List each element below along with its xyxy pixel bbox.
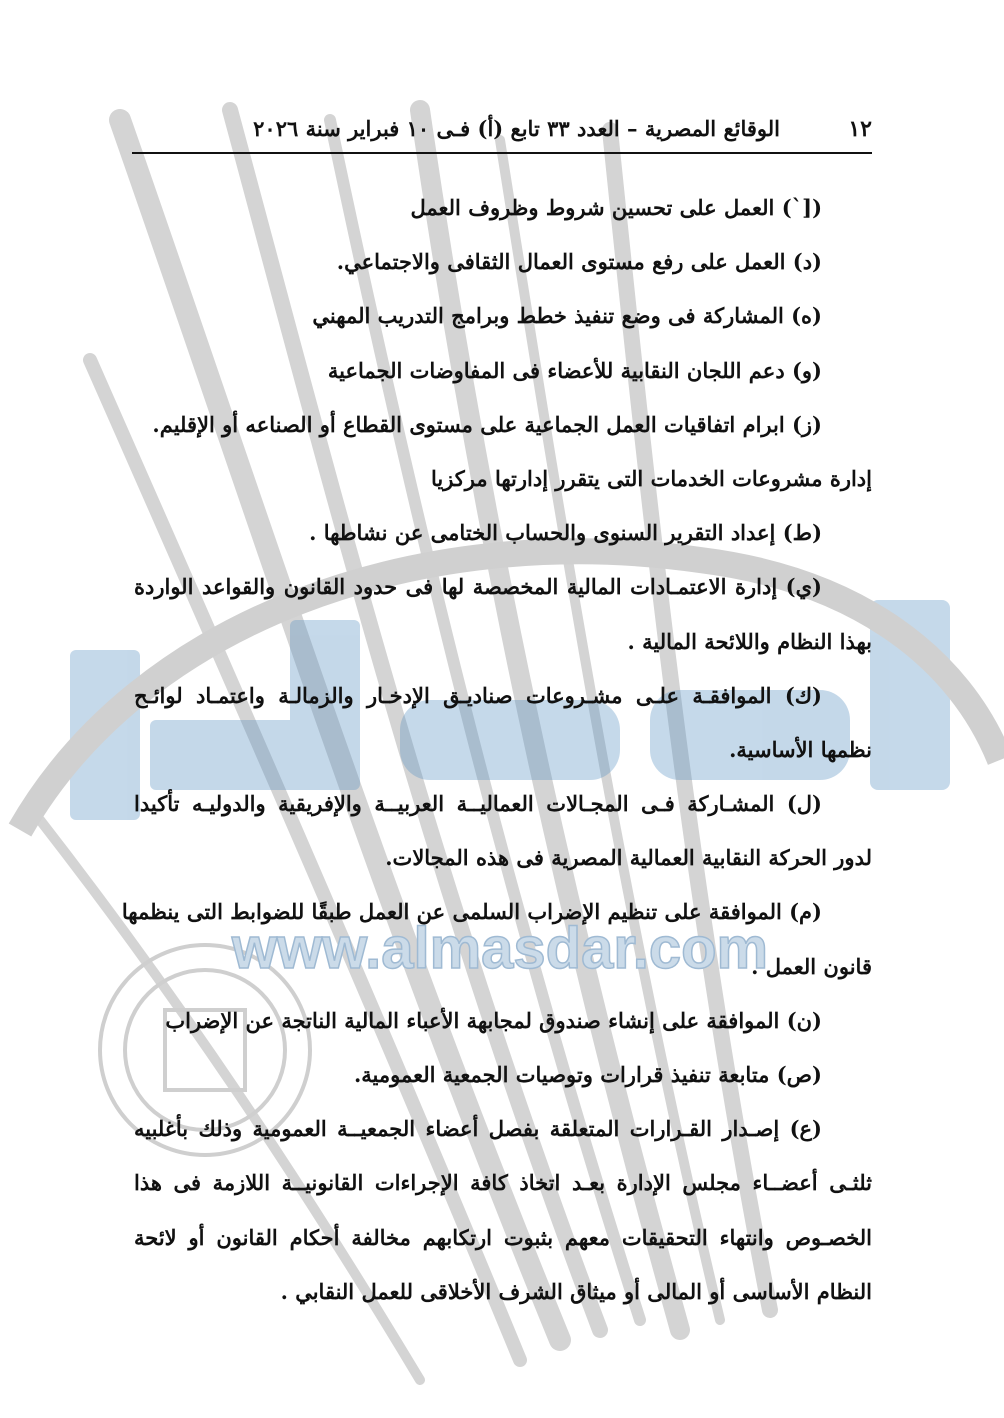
header-title: الوقائع المصرية – العدد ٣٣ تابع (أ) فـى ١٠ فبراير سنة ٢٠٢٦ xyxy=(253,116,780,141)
text-line: ثلثـى أعضــاء مجلس الإدارة بعـد اتخاذ كافة الإجراءات القانونيــة اللازمة فى هذا xyxy=(134,1170,872,1196)
text-line: (ي) إدارة الاعتمـادات المالية المخصصة لها فى حدود القانون والقواعد الواردة xyxy=(134,574,822,600)
document-body xyxy=(121,186,872,1324)
text-line: لدور الحركة النقابية العمالية المصرية فى هذه المجالات. xyxy=(385,845,872,871)
text-line: (ز) ابرام اتفاقيات العمل الجماعية على مستوى القطاع أو الصناعه أو الإقليم. xyxy=(152,411,822,437)
text-line: نظمها الأساسية. xyxy=(729,736,872,762)
watermark-site-text: www.almasdar.com xyxy=(231,916,769,981)
text-line: الخصـوص وانتهاء التحقيقات معهم بثبوت ارتكابهم مخالفة أحكام القانون أو لائحة xyxy=(134,1224,872,1250)
text-line: (ط) إعداد التقرير السنوى والحساب الختامى عن نشاطها . xyxy=(309,520,822,546)
text-line: (م) الموافقة على تنظيم الإضراب السلمى عن العمل طبقًا للضوابط التى ينظمها xyxy=(121,899,822,925)
text-line: (ص) متابعة تنفيذ قرارات وتوصيات الجمعية العمومية. xyxy=(353,1062,822,1087)
text-line: بهذا النظام واللائحة المالية . xyxy=(627,628,872,654)
text-line: إدارة مشروعات الخدمات التى يتقرر إدارتها مركزيا xyxy=(430,465,872,491)
text-line: (ل) المشـاركة فـى المجـالات العماليــة العربيــة والإفريقية والدوليـه تأكيدا xyxy=(134,791,822,817)
page-number: ١٢ xyxy=(848,116,872,142)
text-line: (ك) الموافقـة علـى مشـروعات صناديـق الإدخـار والزمالـة واعتمـاد لوائـح xyxy=(134,682,822,708)
text-line: (ع) إصـدار القـرارات المتعلقة بفصل أعضاء الجمعيــة العمومية وذلك بأغلبيه xyxy=(134,1116,822,1142)
text-line: (ن) الموافقة على إنشاء صندوق لمجابهة الأعباء المالية الناتجة عن الإضراب xyxy=(165,1007,822,1033)
text-line: ([`) العمل على تحسين شروط وظروف العمل xyxy=(410,195,822,220)
text-line: قانون العمل . xyxy=(751,953,872,979)
text-line: (و) دعم اللجان النقابية للأعضاء فى المفاوضات الجماعية xyxy=(327,357,822,383)
text-line: النظام الأساسى أو المالى أو ميثاق الشرف الأخلاقى للعمل النقابي . xyxy=(280,1278,872,1304)
text-line: (د) العمل على رفع مستوى العمال الثقافى والاجتماعي. xyxy=(336,249,822,275)
page-header xyxy=(132,112,872,154)
text-line: (ه) المشاركة فى وضع تنفيذ خطط وبرامج التدريب المهني xyxy=(312,303,822,329)
